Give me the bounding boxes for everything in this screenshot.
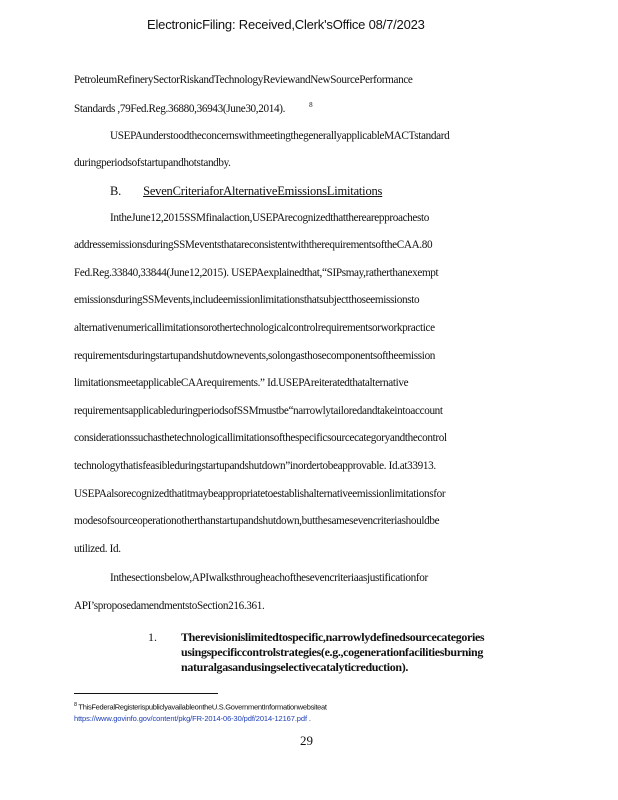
body-line: PetroleumRefinerySectorRiskandTechnologyReviewandNewSourcePerformance [74, 74, 413, 86]
section-heading-b [110, 184, 382, 199]
body-line: duringperiodsofstartupandhotstandby. [74, 157, 231, 169]
body-line: modesofsourceoperationotherthanstartupandshutdown,butthesamesevencriteriashouldbe [74, 515, 440, 527]
filing-header: ElectronicFiling: Received,Clerk'sOffice 08/7/2023 [147, 17, 425, 32]
body-line: IntheJune12,2015SSMfinalaction,USEPArecognizedthattherearepproachesto [110, 212, 430, 224]
footnote-body: ThisFederalRegisterispubliclyavailableontheU.S.GovernmentInformationwebsiteat [78, 702, 327, 712]
footnote-number: 8 [74, 702, 77, 708]
body-line: USEPAalsorecognizedthatitmaybeappropriatetoestablishalternativeemissionlimitationsfor [74, 488, 446, 500]
section-label: B. [110, 184, 122, 198]
body-line-text: Standards ,79Fed.Reg.36880,36943(June30,2014). [74, 103, 286, 115]
page-number: 29 [300, 733, 313, 748]
body-line: limitationsmeetapplicableCAArequirements.” Id.USEPAreiteratedthatalternative [74, 377, 409, 389]
body-line: API’sproposedamendmentstoSection216.361. [74, 600, 265, 612]
body-line [74, 101, 312, 115]
body-line: Inthesectionsbelow,APIwalksthrougheachofthesevencriteriaasjustificationfor [110, 572, 428, 584]
subsection-heading: Therevisionislimitedtospecific,narrowlydefinedsourcecategories usingspecificcontrolstrategies(e.g.,cogenerationfacilitiesburning naturalgasandusingselectivecatalyticreduction). [181, 630, 485, 674]
body-line: Fed.Reg.33840,33844(June12,2015). USEPAexplainedthat,“SIPsmay,ratherthanexempt [74, 267, 439, 279]
body-line: USEPAunderstoodtheconcernswithmeetingthegenerallyapplicableMACTstandard [110, 130, 450, 142]
footnote-link[interactable]: https://www.govinfo.gov/content/pkg/FR-2014-06-30/pdf/2014-12167.pdf [74, 714, 307, 723]
footnote-separator [74, 693, 218, 694]
body-line: utilized. Id. [74, 543, 121, 555]
body-line: requirementsduringstartupandshutdownevents,solongasthosecomponentsoftheemission [74, 350, 436, 362]
body-line: technologythatisfeasibleduringstartupandshutdown”inordertobeapprovable. Id.at33913. [74, 460, 436, 472]
subsection-number: 1. [148, 630, 157, 644]
footnote-text [74, 702, 327, 712]
footnote-reference: 8 [309, 101, 313, 109]
body-line: alternativenumericallimitationsorothertechnologicalcontrolrequirementsorworkpractice [74, 322, 435, 334]
footnote-period: . [308, 714, 311, 723]
footnote-url-line [74, 714, 311, 723]
body-line: considerationssuchasthetechnologicallimitationsofthespecificsourcecategoryandthecontrol [74, 432, 447, 444]
section-title: SevenCriteriaforAlternativeEmissionsLimitations [143, 184, 383, 198]
body-line: requirementsapplicableduringperiodsofSSMmustbe“narrowlytailoredandtakeintoaccount [74, 405, 443, 417]
body-line: addressemissionsduringSSMeventsthatareconsistentwiththerequirementsoftheCAA.80 [74, 239, 433, 251]
body-line: emissionsduringSSMevents,includeemissionlimitationsthatsubjectthoseemissionsto [74, 294, 420, 306]
